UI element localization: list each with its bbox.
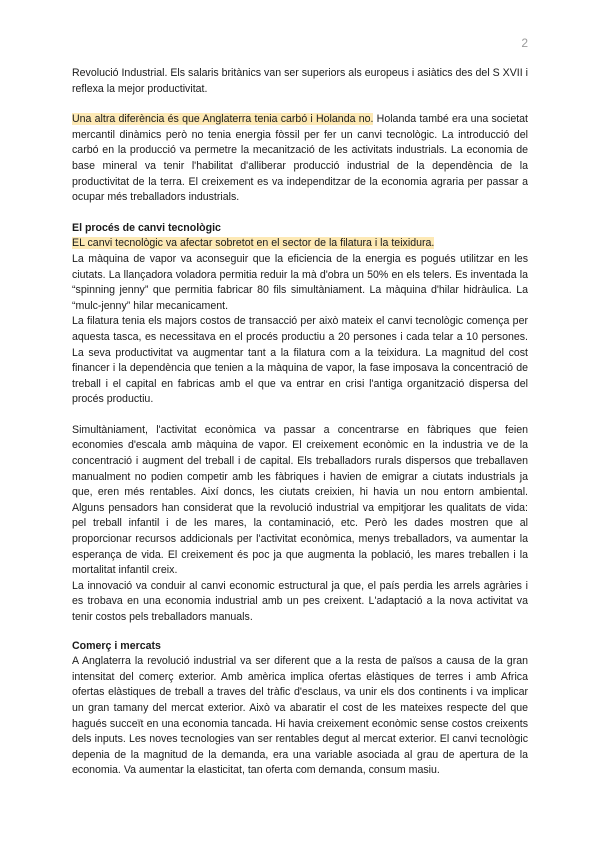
page-number: 2: [521, 36, 528, 50]
highlighted-sentence-coal: Una altra diferència és que Anglaterra tenia carbó i Holanda no.: [72, 113, 374, 126]
paragraph-factories: Simultàniament, l'activitat econòmica va passar a concentrarse en fàbriques que feien economies d'escala amb màquina de vapor. El creixement econòmic en la industria ve de la concentració i augment del treball i de capital. Els treballadors rurals dispersos que treballaven manualment no podien competir amb les fàbriques i havien de emigrar a ciutats industrials ja que, eren més rentables. Així doncs, les ciutats creixien, hi havia un nou entorn ambiental. Alguns pensadors han considerat que la revolució industrial va empitjorar les qualitats de vida: pel treball infantil i de les mares, la contaminació, etc. Però les dades mostren que al proporcionar recursos addicionals per l'activitat econòmica, menys treballadors, va aumentar la esperança de vida. El creixement és poc ja que augmenta la població, les mares treballen i la mortalitat infantil creix.: [72, 423, 528, 577]
section-heading-technological-change: El procés de canvi tecnològic: [72, 221, 221, 234]
paragraph-coal-text: Holanda també era una societat mercantil dinàmics però no tenia energia fòssil per fer un canvi tecnològic. La introducció del carbó en la producció va permetre la mecanització de les activitats industrials. La economia de base mineral va tenir l'habilitat d'alliberar producció industrial de la dependència de la productivitat de la terra. El creixement es va independitzar de la economia agraria per passar a ocupar més treballadors industrials.: [72, 113, 528, 204]
paragraph-intro: Revolució Industrial. Els salaris britànics van ser superiors als europeus i asiàtics des del S XVII i reflexa la mejor productivitat.: [72, 67, 528, 95]
paragraph-spinning: La filatura tenia els majors costos de transacció per això mateix el canvi tecnològic comença per aquesta tasca, es necessitava en el procés productiu a 20 persones i cada telar a 10 persones. La seva productivitat va augmentar tant a la filatura com a la teixidura. La magnitud del cost financer i la dependència que tenien a la màquina de vapor, la fase imposava la concentració de treball i el capital en fabricas amb el que va entrar en crisi l'antiga organització dispersa del procés productiu.: [72, 315, 528, 406]
section-heading-trade-markets: Comerç i mercats: [72, 639, 161, 652]
document-body: [72, 66, 528, 779]
paragraph-innovation: La innovació va conduir al canvi economic estructural ja que, el país perdia les arrels agràries i es trobava en una economia industrial amb un pes creixent. L'adaptació a la nova activitat va tenir costos pels treballadors manuals.: [72, 579, 528, 623]
paragraph-trade: A Anglaterra la revolució industrial va ser diferent que a la resta de països a causa de la gran intensitat del comerç exterior. Amb amèrica implica ofertas elàstiques de terres i amb Africa ofertas elàstiques de treball a traves del tràfic d'esclaus, va unir els dos continents i va implicar un gran tamany del mercat exterior. Això va abaratir el cost de les mateixes respecte del que hagués succeït en una economia tancada. Hi havia creixement econòmic sense costos creixents dels inputs. Les noves tecnologies van ser rentables degut al mercat exterior. El canvi tecnològic depenia de la magnitud de la demanda, era una variable asociada al grau de apertura de la economia. Va aumentar la elasticitat, tan oferta com demanda, consum masiu.: [72, 655, 528, 777]
paragraph-steam-machine: La màquina de vapor va aconseguir que la eficiencia de la energia es pogués utilitzar en les ciutats. La llançadora voladora permitia reduir la mà d'obra un 50% en els telers. Es inventada la “spinning jenny” que permitia fabricar 80 fils simultàniament. La màquina d'hilar hidràulica. La “mulc-jenny” hilar mecanicament.: [72, 252, 528, 312]
paragraph-coal: [72, 112, 528, 206]
highlighted-paragraph-textile: [72, 236, 528, 252]
highlighted-sentence-textile: EL canvi tecnològic va afectar sobretot en el sector de la filatura i la teixidura.: [72, 237, 435, 250]
